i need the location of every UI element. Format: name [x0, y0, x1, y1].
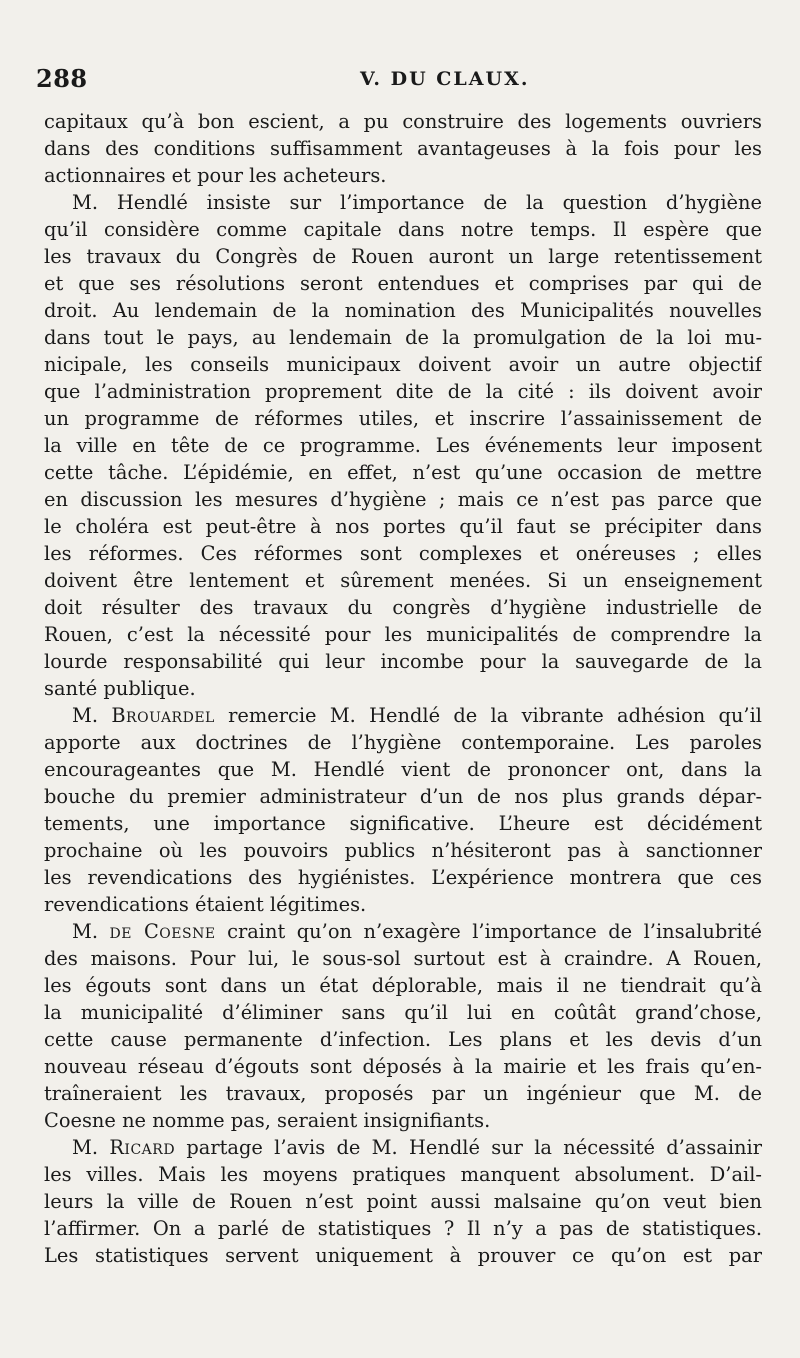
text-line: Rouen, c’est la nécessité pour les municipalités de comprendre la — [44, 623, 762, 646]
text-line: les villes. Mais les moyens pratiques manquent absolument. D’ail- — [44, 1163, 762, 1186]
text-line: en discussion les mesures d’hygiène ; mais ce n’est pas parce que — [44, 488, 762, 511]
paragraph-first-line: M. Brouardel remercie M. Hendlé de la vibrante adhésion qu’il — [72, 704, 762, 727]
text-line: encourageantes que M. Hendlé vient de prononcer ont, dans la — [44, 758, 762, 781]
text-line: leurs la ville de Rouen n’est point aussi malsaine qu’on veut bien — [44, 1190, 762, 1213]
text-line: nicipale, les conseils municipaux doivent avoir un autre objectif — [44, 353, 762, 376]
text-line: cette tâche. L’épidémie, en effet, n’est qu’une occasion de mettre — [44, 461, 762, 484]
text-line: santé publique. — [44, 677, 196, 700]
body-text — [44, 108, 762, 1269]
text-line: Coesne ne nomme pas, seraient insignifiants. — [44, 1109, 491, 1132]
text-line: actionnaires et pour les acheteurs. — [44, 164, 387, 187]
text-line: tements, une importance significative. L’heure est décidément — [44, 812, 762, 835]
text-line: la ville en tête de ce programme. Les événements leur imposent — [44, 434, 762, 457]
text-line: dans des conditions suffisamment avantageuses à la fois pour les — [44, 137, 762, 160]
text-line: un programme de réformes utiles, et inscrire l’assainissement de — [44, 407, 762, 430]
text-line: traîneraient les travaux, proposés par un ingénieur que M. de — [44, 1082, 762, 1105]
paragraph-first-line: M. Hendlé insiste sur l’importance de la question d’hygiène — [72, 191, 762, 214]
speaker-name: de Coesne — [109, 920, 216, 943]
text-line: les réformes. Ces réformes sont complexes et onéreuses ; elles — [44, 542, 762, 565]
page-header — [30, 62, 770, 94]
text-line: Les statistiques servent uniquement à prouver ce qu’on est par — [44, 1244, 762, 1267]
text-line: nouveau réseau d’égouts sont déposés à la mairie et les frais qu’en- — [44, 1055, 762, 1078]
running-head: V. DU CLAUX. — [360, 68, 530, 90]
text-line: cette cause permanente d’infection. Les plans et les devis d’un — [44, 1028, 762, 1051]
text-line: la municipalité d’éliminer sans qu’il lui en coûtât grand’chose, — [44, 1001, 762, 1024]
text-line: qu’il considère comme capitale dans notre temps. Il espère que — [44, 218, 762, 241]
text-line: les égouts sont dans un état déplorable, mais il ne tiendrait qu’à — [44, 974, 762, 997]
text-line: doivent être lentement et sûrement menées. Si un enseignement — [44, 569, 762, 592]
text-line: les revendications des hygiénistes. L’expérience montrera que ces — [44, 866, 762, 889]
text-line: revendications étaient légitimes. — [44, 893, 367, 916]
text-line: droit. Au lendemain de la nomination des Municipalités nouvelles — [44, 299, 762, 322]
speaker-name: Brouardel — [111, 704, 215, 727]
text-line: le choléra est peut-être à nos portes qu’il faut se précipiter dans — [44, 515, 762, 538]
text-line: bouche du premier administrateur d’un de nos plus grands dépar- — [44, 785, 762, 808]
paragraph-first-line: M. Ricard partage l’avis de M. Hendlé sur la nécessité d’assainir — [72, 1136, 762, 1159]
text-line: des maisons. Pour lui, le sous-sol surtout est à craindre. A Rouen, — [44, 947, 762, 970]
text-line: doit résulter des travaux du congrès d’hygiène industrielle de — [44, 596, 762, 619]
text-line: l’affirmer. On a parlé de statistiques ? Il n’y a pas de statistiques. — [44, 1217, 762, 1240]
paragraph-first-line: M. de Coesne craint qu’on n’exagère l’importance de l’insalubrité — [72, 920, 762, 943]
text-line: et que ses résolutions seront entendues et comprises par qui de — [44, 272, 762, 295]
text-line: capitaux qu’à bon escient, a pu construire des logements ouvriers — [44, 110, 762, 133]
text-line: que l’administration proprement dite de la cité : ils doivent avoir — [44, 380, 762, 403]
page-number: 288 — [36, 64, 88, 93]
text-line: les travaux du Congrès de Rouen auront un large retentissement — [44, 245, 762, 268]
text-line: apporte aux doctrines de l’hygiène contemporaine. Les paroles — [44, 731, 762, 754]
text-line: lourde responsabilité qui leur incombe pour la sauvegarde de la — [44, 650, 762, 673]
speaker-name: Ricard — [109, 1136, 176, 1159]
text-line: dans tout le pays, au lendemain de la promulgation de la loi mu- — [44, 326, 762, 349]
text-line: prochaine où les pouvoirs publics n’hésiteront pas à sanctionner — [44, 839, 762, 862]
